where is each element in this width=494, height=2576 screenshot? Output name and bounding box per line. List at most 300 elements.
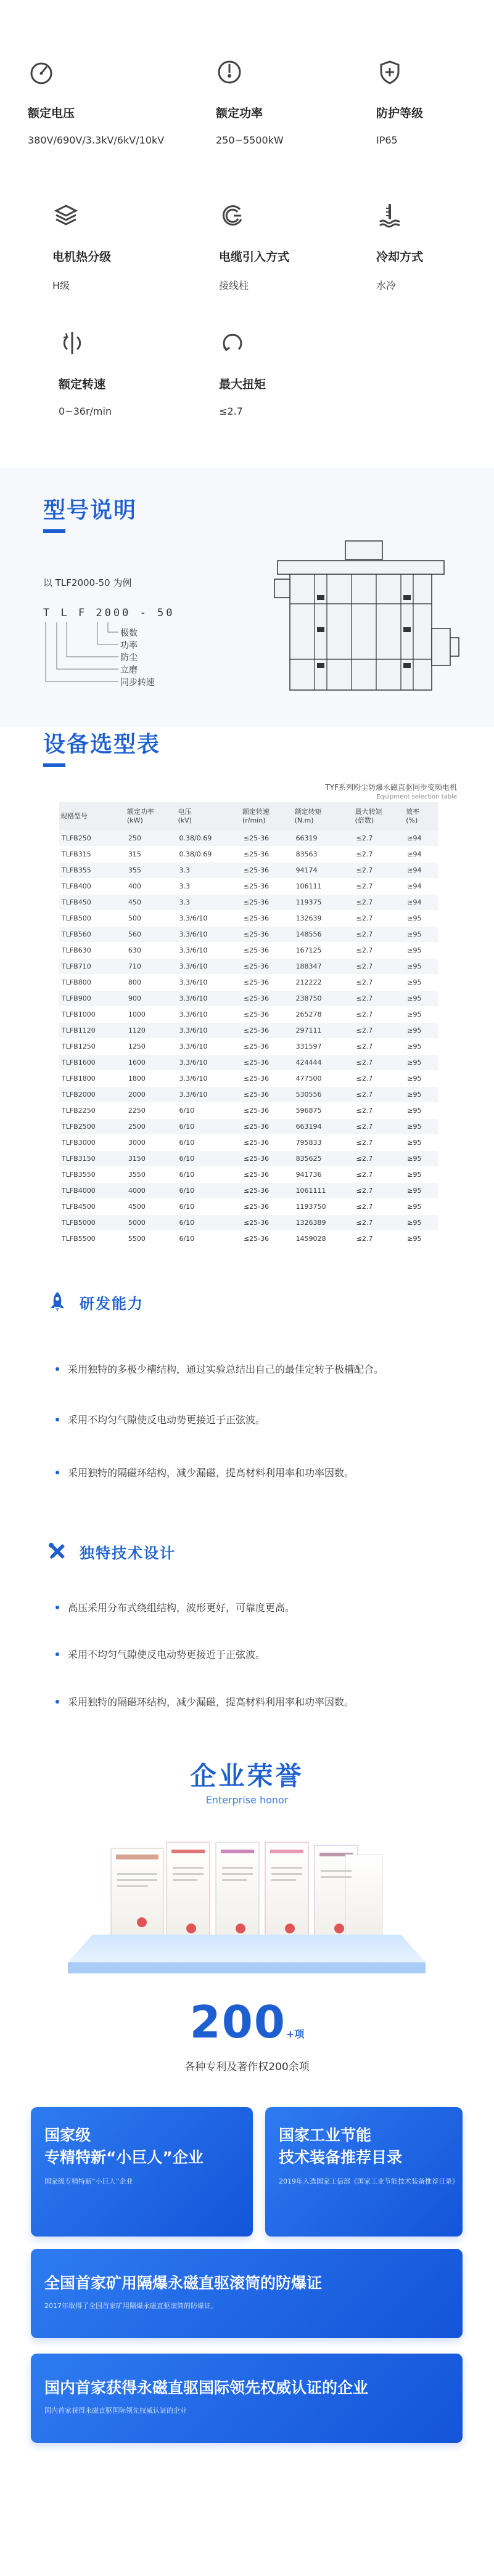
table-cell: TLFB4000: [59, 1183, 126, 1199]
table-cell: ≤2.7: [354, 1103, 405, 1119]
honor-title: 企业荣誉: [190, 1761, 304, 1791]
table-cell: ≥95: [405, 1199, 438, 1215]
table-cell: 3550: [126, 1167, 177, 1183]
spec-value: 250~5500kW: [216, 134, 284, 146]
table-row: [59, 1039, 438, 1055]
table-row: [59, 927, 438, 943]
table-cell: 355: [126, 863, 177, 879]
table-cell: ≥95: [405, 1007, 438, 1023]
table-cell: 6/10: [177, 1135, 241, 1151]
table-cell: TLFB900: [59, 991, 126, 1007]
table-cell: 3.3/6/10: [177, 1071, 241, 1087]
section-title: 型号说明: [43, 493, 137, 533]
table-cell: ≥94: [405, 863, 438, 879]
selection-table: [59, 802, 438, 1247]
table-cell: ≥95: [405, 943, 438, 959]
table-cell: ≤25-36: [241, 1183, 294, 1199]
table-cell: ≤25-36: [241, 1071, 294, 1087]
table-cell: ≤25-36: [241, 911, 294, 927]
feature-item: 采用不均匀气隙使反电动势更接近于正弦波。: [56, 1412, 265, 1426]
table-cell: ≤25-36: [241, 1039, 294, 1055]
table-cell: 3.3: [177, 879, 241, 895]
col-torque: 额定转矩 (N.m): [294, 802, 354, 831]
spec-label: 防护等级: [376, 107, 424, 120]
table-cell: ≤2.7: [354, 1151, 405, 1167]
table-cell: 212222: [294, 975, 354, 991]
honor-card-desc: 2017年取得了全国首家矿用隔爆永磁直驱滚筒的防爆证。: [44, 2302, 218, 2310]
table-cell: 3.3/6/10: [177, 1055, 241, 1071]
spec-item: [219, 202, 367, 292]
table-cell: 630: [126, 943, 177, 959]
model-part: 功率: [120, 641, 138, 651]
display-stage: [68, 1935, 426, 1978]
table-cell: TLFB250: [59, 831, 126, 847]
rocket-icon: [46, 1291, 68, 1313]
tech-header: [46, 1540, 176, 1562]
table-cell: ≤25-36: [241, 863, 294, 879]
table-cell: ≤25-36: [241, 1023, 294, 1039]
table-cell: 3.3/6/10: [177, 1039, 241, 1055]
table-cell: 66319: [294, 831, 354, 847]
table-cell: 3.3/6/10: [177, 911, 241, 927]
table-cell: ≥95: [405, 1103, 438, 1119]
table-row: [59, 895, 438, 911]
honor-card-title: 国家级 专精特新“小巨人”企业: [44, 2126, 204, 2166]
table-row: [59, 1103, 438, 1119]
table-cell: 1120: [126, 1023, 177, 1039]
table-body: [59, 831, 438, 1247]
table-cell: ≤2.7: [354, 895, 405, 911]
table-cell: 6/10: [177, 1103, 241, 1119]
table-row: [59, 1215, 438, 1231]
table-cell: 0.38/0.69: [177, 831, 241, 847]
table-subtitle-cn: TYF系列粉尘防爆永磁直驱同步变频电机: [325, 783, 457, 792]
table-cell: TLFB4500: [59, 1199, 126, 1215]
table-cell: ≤2.7: [354, 1023, 405, 1039]
patent-count-number: 200: [189, 1996, 286, 2048]
table-cell: TLFB2250: [59, 1103, 126, 1119]
table-cell: TLFB2500: [59, 1119, 126, 1135]
model-part: 防尘: [120, 653, 138, 663]
table-cell: ≥95: [405, 1023, 438, 1039]
table-cell: 3.3/6/10: [177, 1007, 241, 1023]
table-cell: ≤2.7: [354, 831, 405, 847]
table-cell: 315: [126, 847, 177, 863]
table-cell: ≤2.7: [354, 1231, 405, 1247]
table-cell: ≤2.7: [354, 959, 405, 975]
table-cell: 5500: [126, 1231, 177, 1247]
table-cell: 4500: [126, 1199, 177, 1215]
cable-icon: [219, 202, 246, 229]
gauge-icon: [28, 59, 55, 86]
patent-count-unit: +项: [286, 2028, 305, 2040]
table-cell: ≥94: [405, 831, 438, 847]
table-cell: ≤2.7: [354, 879, 405, 895]
table-cell: ≤2.7: [354, 863, 405, 879]
research-section: [0, 1263, 494, 1497]
table-row: [59, 1151, 438, 1167]
table-cell: ≥95: [405, 1167, 438, 1183]
table-cell: 3.3/6/10: [177, 975, 241, 991]
table-cell: 297111: [294, 1023, 354, 1039]
table-cell: ≤2.7: [354, 1199, 405, 1215]
honor-section: [0, 1750, 494, 2576]
table-cell: 2000: [126, 1087, 177, 1103]
table-cell: ≤25-36: [241, 1119, 294, 1135]
table-cell: ≤2.7: [354, 975, 405, 991]
table-cell: 3.3/6/10: [177, 991, 241, 1007]
spec-value: 0~36r/min: [59, 405, 112, 417]
table-subtitle-en: Equipment selection table: [376, 794, 457, 800]
table-cell: ≤2.7: [354, 1039, 405, 1055]
table-cell: 500: [126, 911, 177, 927]
table-cell: 6/10: [177, 1183, 241, 1199]
table-cell: 250: [126, 831, 177, 847]
layers-icon: [52, 202, 80, 229]
table-cell: ≤2.7: [354, 943, 405, 959]
table-row: [59, 847, 438, 863]
table-cell: 3000: [126, 1135, 177, 1151]
table-cell: ≤2.7: [354, 1055, 405, 1071]
table-row: [59, 831, 438, 847]
table-cell: 188347: [294, 959, 354, 975]
research-header: [46, 1291, 144, 1313]
table-cell: 3.3/6/10: [177, 927, 241, 943]
table-cell: 400: [126, 879, 177, 895]
feature-item: 采用独特的隔磁环结构，减少漏磁，提高材料利用率和功率因数。: [56, 1465, 354, 1479]
table-cell: 795833: [294, 1135, 354, 1151]
table-cell: 6/10: [177, 1215, 241, 1231]
patent-count: [0, 1996, 494, 2048]
table-cell: 6/10: [177, 1199, 241, 1215]
table-cell: 1000: [126, 1007, 177, 1023]
honor-card-desc: 国家级专精特新“小巨人”企业: [44, 2177, 133, 2185]
spec-item: [52, 202, 200, 292]
title-underline: [43, 529, 65, 533]
honor-subtitle: Enterprise honor: [205, 1794, 289, 1806]
table-row: [59, 1183, 438, 1199]
spec-label: 冷却方式: [376, 250, 424, 264]
table-cell: ≤25-36: [241, 847, 294, 863]
table-cell: ≥95: [405, 1039, 438, 1055]
table-cell: TLFB3150: [59, 1151, 126, 1167]
spec-value: ≤2.7: [219, 405, 243, 417]
tools-icon: [46, 1540, 68, 1562]
table-cell: ≥94: [405, 847, 438, 863]
table-cell: ≤25-36: [241, 959, 294, 975]
title-underline: [43, 763, 65, 767]
table-row: [59, 1055, 438, 1071]
table-row: [59, 959, 438, 975]
table-row: [59, 991, 438, 1007]
honor-card-title: 全国首家矿用隔爆永磁直驱滚筒的防爆证: [44, 2274, 323, 2292]
col-power: 额定功率 (kW): [126, 802, 177, 831]
table-cell: 710: [126, 959, 177, 975]
feature-item: 高压采用分布式绕组结构，波形更好，可靠度更高。: [56, 1600, 295, 1614]
table-cell: ≤25-36: [241, 1087, 294, 1103]
table-cell: 3.3/6/10: [177, 1087, 241, 1103]
table-cell: ≤25-36: [241, 943, 294, 959]
table-cell: TLFB450: [59, 895, 126, 911]
table-cell: ≥95: [405, 1215, 438, 1231]
col-voltage: 电压 (kV): [177, 802, 241, 831]
table-cell: TLFB5500: [59, 1231, 126, 1247]
table-cell: 148556: [294, 927, 354, 943]
table-cell: 1061111: [294, 1183, 354, 1199]
table-cell: ≤2.7: [354, 911, 405, 927]
table-cell: 6/10: [177, 1119, 241, 1135]
spec-label: 最大扭矩: [219, 378, 266, 391]
model-code: T L F 2000 - 50: [43, 607, 175, 619]
table-cell: ≥95: [405, 1151, 438, 1167]
power-icon: [216, 59, 243, 86]
table-cell: ≤2.7: [354, 1071, 405, 1087]
table-cell: 800: [126, 975, 177, 991]
honor-card: [31, 2107, 253, 2237]
table-cell: 1193750: [294, 1199, 354, 1215]
spec-item: [376, 59, 494, 146]
honor-card-title: 国内首家获得永磁直驱国际领先权威认证的企业: [44, 2379, 369, 2397]
table-cell: ≥94: [405, 879, 438, 895]
table-cell: ≤25-36: [241, 879, 294, 895]
table-row: [59, 1071, 438, 1087]
table-cell: 6/10: [177, 1167, 241, 1183]
table-subtitle: [325, 782, 457, 802]
honor-card: [265, 2107, 463, 2237]
table-cell: ≤2.7: [354, 1007, 405, 1023]
table-row: [59, 975, 438, 991]
table-cell: ≥95: [405, 1071, 438, 1087]
table-cell: ≤25-36: [241, 1167, 294, 1183]
table-row: [59, 943, 438, 959]
table-cell: ≤2.7: [354, 847, 405, 863]
model-example: 以 TLF2000-50 为例: [43, 577, 132, 588]
section-title: 设备选型表: [43, 727, 160, 767]
table-cell: 5000: [126, 1215, 177, 1231]
table-cell: ≥95: [405, 1135, 438, 1151]
feature-item: 采用不均匀气隙使反电动势更接近于正弦波。: [56, 1647, 265, 1661]
spec-item: [216, 59, 364, 146]
spec-label: 额定功率: [216, 107, 263, 120]
table-cell: 2500: [126, 1119, 177, 1135]
spec-item: [376, 202, 494, 292]
table-cell: 3.3: [177, 895, 241, 911]
tech-title: 独特技术设计: [80, 1544, 176, 1562]
model-part: 极数: [120, 628, 138, 638]
table-cell: 663194: [294, 1119, 354, 1135]
table-cell: ≤25-36: [241, 1007, 294, 1023]
tech-section: [0, 1497, 494, 1750]
table-cell: 560: [126, 927, 177, 943]
table-cell: ≥95: [405, 991, 438, 1007]
table-cell: ≤25-36: [241, 895, 294, 911]
table-cell: 1250: [126, 1039, 177, 1055]
table-row: [59, 1007, 438, 1023]
col-speed: 额定转速 (r/min): [241, 802, 294, 831]
spec-item: [219, 330, 367, 417]
table-header-row: [59, 802, 438, 831]
table-cell: TLFB5000: [59, 1215, 126, 1231]
table-cell: TLFB630: [59, 943, 126, 959]
honor-card: [31, 2354, 463, 2443]
table-cell: 1800: [126, 1071, 177, 1087]
table-cell: 3.3/6/10: [177, 959, 241, 975]
table-cell: ≤2.7: [354, 1135, 405, 1151]
table-cell: TLFB355: [59, 863, 126, 879]
table-cell: ≤2.7: [354, 991, 405, 1007]
torque-icon: [219, 330, 246, 357]
table-cell: 450: [126, 895, 177, 911]
table-row: [59, 911, 438, 927]
table-cell: 167125: [294, 943, 354, 959]
table-cell: 900: [126, 991, 177, 1007]
table-cell: TLFB710: [59, 959, 126, 975]
table-cell: ≤25-36: [241, 927, 294, 943]
table-cell: 3.3/6/10: [177, 1023, 241, 1039]
table-row: [59, 1119, 438, 1135]
model-part: 立磨: [120, 665, 138, 675]
spec-value: H级: [52, 280, 70, 291]
table-cell: 6/10: [177, 1151, 241, 1167]
table-cell: TLFB1800: [59, 1071, 126, 1087]
col-model: 规格型号: [59, 802, 126, 831]
table-cell: 132639: [294, 911, 354, 927]
spec-item: [28, 59, 176, 146]
table-cell: ≥94: [405, 895, 438, 911]
table-cell: ≤2.7: [354, 1215, 405, 1231]
table-cell: ≥95: [405, 959, 438, 975]
spec-value: 380V/690V/3.3kV/6kV/10kV: [28, 134, 165, 146]
spec-item: [59, 330, 207, 417]
table-cell: TLFB3550: [59, 1167, 126, 1183]
shield-plus-icon: [376, 59, 403, 86]
spec-value: IP65: [376, 134, 398, 146]
spec-value: 水冷: [376, 280, 397, 291]
spec-label: 电机热分级: [52, 250, 112, 264]
table-cell: ≤25-36: [241, 1231, 294, 1247]
honor-card: [31, 2249, 463, 2338]
col-max-torque: 最大转矩 (倍数): [354, 802, 405, 831]
table-cell: TLFB2000: [59, 1087, 126, 1103]
selection-table-section: [0, 727, 494, 1263]
table-row: [59, 1087, 438, 1103]
table-cell: ≤2.7: [354, 927, 405, 943]
table-cell: 835625: [294, 1151, 354, 1167]
motor-drawing: [265, 536, 463, 702]
table-cell: ≤25-36: [241, 1151, 294, 1167]
table-cell: 6/10: [177, 1231, 241, 1247]
table-row: [59, 1023, 438, 1039]
table-cell: 424444: [294, 1055, 354, 1071]
table-cell: ≤25-36: [241, 1103, 294, 1119]
table-cell: 3.3: [177, 863, 241, 879]
speed-arrows-icon: [59, 330, 86, 357]
table-cell: 3.3/6/10: [177, 943, 241, 959]
table-cell: ≥95: [405, 1119, 438, 1135]
table-cell: ≤2.7: [354, 1087, 405, 1103]
feature-item: 采用独特的多极少槽结构，通过实验总结出自己的最佳定转子极槽配合。: [56, 1362, 384, 1376]
table-cell: 94174: [294, 863, 354, 879]
table-cell: TLFB1120: [59, 1023, 126, 1039]
table-cell: ≥95: [405, 975, 438, 991]
table-row: [59, 1199, 438, 1215]
table-cell: TLFB315: [59, 847, 126, 863]
table-row: [59, 1167, 438, 1183]
table-cell: TLFB500: [59, 911, 126, 927]
honor-card-title: 国家工业节能 技术装备推荐目录: [279, 2126, 403, 2166]
table-cell: 4000: [126, 1183, 177, 1199]
spec-label: 电缆引入方式: [219, 250, 290, 264]
honor-card-desc: 2019年入选国家工信部《国家工业节能技术装备推荐目录》: [279, 2177, 459, 2185]
table-cell: 941736: [294, 1167, 354, 1183]
table-cell: TLFB1600: [59, 1055, 126, 1071]
table-cell: TLFB400: [59, 879, 126, 895]
model-bracket-lines: [43, 621, 123, 695]
research-title: 研发能力: [80, 1294, 144, 1312]
table-row: [59, 1135, 438, 1151]
table-cell: ≥95: [405, 927, 438, 943]
table-cell: ≥95: [405, 911, 438, 927]
model-parts: [120, 627, 155, 689]
table-cell: 265278: [294, 1007, 354, 1023]
table-cell: ≤25-36: [241, 1055, 294, 1071]
spec-label: 额定转速: [59, 378, 106, 391]
table-cell: ≤25-36: [241, 975, 294, 991]
honor-card-desc: 国内首家获得永磁直驱国际领先权威认证的企业: [44, 2407, 187, 2415]
table-row: [59, 863, 438, 879]
feature-item: 采用独特的隔磁环结构，减少漏磁，提高材料利用率和功率因数。: [56, 1694, 354, 1709]
table-cell: 238750: [294, 991, 354, 1007]
table-cell: ≥95: [405, 1055, 438, 1071]
table-cell: TLFB800: [59, 975, 126, 991]
table-cell: 3150: [126, 1151, 177, 1167]
table-cell: TLFB1000: [59, 1007, 126, 1023]
table-cell: ≤25-36: [241, 991, 294, 1007]
table-cell: ≥95: [405, 1087, 438, 1103]
table-cell: 477500: [294, 1071, 354, 1087]
spec-value: 接线柱: [219, 280, 249, 291]
patent-count-text: 各种专利及著作权200余项: [184, 2061, 310, 2073]
table-cell: ≤25-36: [241, 1135, 294, 1151]
table-cell: ≤25-36: [241, 1199, 294, 1215]
table-cell: 119375: [294, 895, 354, 911]
table-cell: 1600: [126, 1055, 177, 1071]
table-cell: ≥95: [405, 1231, 438, 1247]
table-row: [59, 1231, 438, 1247]
table-cell: 83563: [294, 847, 354, 863]
col-efficiency: 效率 (%): [405, 802, 438, 831]
spec-grid: [0, 0, 494, 444]
table-cell: 2250: [126, 1103, 177, 1119]
table-cell: 596875: [294, 1103, 354, 1119]
thermometer-water-icon: [376, 202, 403, 229]
table-cell: TLFB560: [59, 927, 126, 943]
table-cell: TLFB3000: [59, 1135, 126, 1151]
table-cell: 0.38/0.69: [177, 847, 241, 863]
table-cell: 530556: [294, 1087, 354, 1103]
table-cell: ≤25-36: [241, 1215, 294, 1231]
table-row: [59, 879, 438, 895]
table-cell: 1459028: [294, 1231, 354, 1247]
table-cell: ≤2.7: [354, 1119, 405, 1135]
table-cell: 1326389: [294, 1215, 354, 1231]
spec-label: 额定电压: [28, 107, 75, 120]
table-cell: ≥95: [405, 1183, 438, 1199]
model-part: 同步转速: [120, 678, 155, 688]
table-cell: 106111: [294, 879, 354, 895]
table-cell: TLFB1250: [59, 1039, 126, 1055]
table-cell: ≤2.7: [354, 1167, 405, 1183]
